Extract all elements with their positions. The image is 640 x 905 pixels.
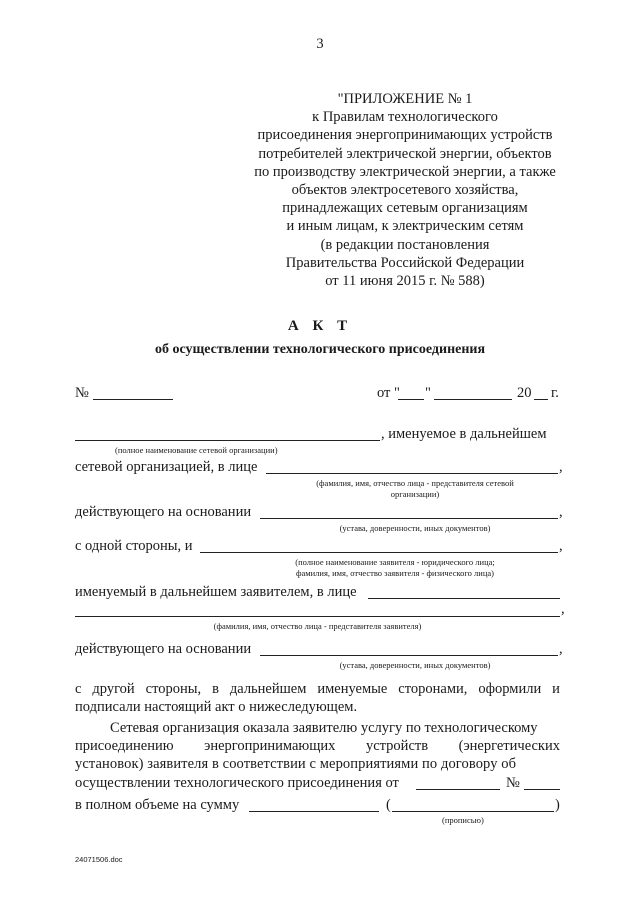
appendix-line: к Правилам технологического	[312, 109, 498, 126]
paragraph-line: Сетевая организация оказала заявителю услугу по технологическому	[110, 720, 538, 736]
contract-date-field[interactable]	[416, 789, 500, 790]
word: другой	[92, 681, 135, 697]
paragraph-line: установок) заявителя в соответствии с мероприятиями по договору об	[75, 756, 517, 772]
year-label: 20	[517, 385, 532, 401]
contract-no-label: №	[506, 775, 520, 791]
word: сторонами,	[398, 681, 468, 697]
appendix-line: и иным лицам, к электрическим сетям	[286, 218, 524, 235]
named-hereinafter-text: , именуемое в дальнейшем	[381, 426, 547, 442]
appendix-line: от 11 июня 2015 г. № 588)	[325, 273, 485, 290]
hint-applicant-rep: (фамилия, имя, отчество лица - представителя заявителя)	[213, 621, 422, 631]
word: дальнейшем	[229, 681, 307, 697]
word: присоединению	[75, 738, 174, 754]
network-org-in-person-text: сетевой организацией, в лице	[75, 459, 258, 475]
year-suffix: г.	[551, 385, 559, 401]
date-quote-close: "	[425, 385, 431, 401]
appendix-line: Правительства Российской Федерации	[285, 254, 525, 271]
amount-field[interactable]	[249, 811, 379, 812]
date-month-field[interactable]	[434, 399, 512, 400]
hint-network-rep-2: организации)	[390, 489, 440, 499]
word: в	[212, 681, 219, 697]
date-year-field[interactable]	[534, 399, 548, 400]
acting-basis-text: действующего на основании	[75, 641, 252, 657]
comma: ,	[559, 504, 563, 520]
word: стороны,	[145, 681, 202, 697]
applicant-rep-field-2[interactable]	[75, 616, 560, 617]
applicant-in-person-text: именуемый в дальнейшем заявителем, в лице	[75, 584, 357, 600]
number-label: №	[75, 385, 89, 401]
applicant-name-field[interactable]	[200, 552, 558, 553]
comma: ,	[559, 538, 563, 554]
applicant-rep-field-1[interactable]	[368, 598, 560, 599]
date-day-field[interactable]	[398, 399, 424, 400]
word: с	[75, 681, 82, 697]
appendix-line: присоединения энергопринимающих устройств	[257, 127, 553, 144]
footer-filename: 24071506.doc	[75, 855, 123, 864]
paragraph-line: осуществлении технологического присоединения от	[75, 775, 399, 791]
comma: ,	[559, 459, 563, 475]
word: энергопринимающих	[204, 738, 336, 754]
contract-number-field[interactable]	[524, 789, 560, 790]
comma: ,	[561, 601, 565, 617]
close-paren: )	[555, 797, 560, 813]
network-basis-field[interactable]	[260, 518, 558, 519]
appendix-line: принадлежащих сетевым организациям	[282, 200, 528, 217]
appendix-line: (в редакции постановления	[320, 236, 490, 253]
word: именуемые	[317, 681, 388, 697]
appendix-block	[240, 90, 570, 290]
one-side-text: с одной стороны, и	[75, 538, 193, 554]
network-org-name-field[interactable]	[75, 440, 380, 441]
appendix-line: "ПРИЛОЖЕНИЕ № 1	[337, 91, 473, 107]
word: оформили	[478, 681, 542, 697]
word: (энергетических	[458, 738, 560, 754]
paragraph-line: в полном объеме на сумму	[75, 797, 240, 813]
hint-network-org-name: (полное наименование сетевой организации)	[115, 445, 278, 455]
document-subtitle: об осуществлении технологического присоединения	[154, 342, 486, 357]
hint-applicant-2: фамилия, имя, отчество заявителя - физического лица)	[295, 568, 495, 578]
applicant-basis-field[interactable]	[260, 655, 558, 656]
paragraph-service	[75, 737, 560, 773]
hint-applicant-1: (полное наименование заявителя - юридического лица;	[295, 557, 495, 567]
document-title: А К Т	[287, 318, 353, 334]
acting-basis-text: действующего на основании	[75, 504, 252, 520]
amount-in-words-field[interactable]	[392, 811, 554, 812]
hint-network-rep-1: (фамилия, имя, отчество лица - представителя сетевой	[316, 478, 514, 488]
word: устройств	[365, 738, 429, 754]
appendix-line: объектов электросетевого хозяйства,	[291, 182, 519, 199]
date-from-label: от "	[377, 385, 400, 401]
paragraph-parties	[75, 680, 560, 716]
page-number: 3	[316, 36, 324, 52]
appendix-line: по производству электрической энергии, а также	[254, 163, 556, 180]
hint-basis: (устава, доверенности, иных документов)	[339, 523, 491, 533]
appendix-line: потребителей электрической энергии, объектов	[258, 145, 552, 162]
hint-basis: (устава, доверенности, иных документов)	[339, 660, 491, 670]
word: и	[552, 681, 560, 697]
comma: ,	[559, 641, 563, 657]
hint-in-words: (прописью)	[442, 815, 484, 825]
network-rep-field[interactable]	[266, 473, 558, 474]
paragraph-line: подписали настоящий акт о нижеследующем.	[75, 699, 358, 715]
act-number-field[interactable]	[93, 399, 173, 400]
open-paren: (	[386, 797, 391, 813]
